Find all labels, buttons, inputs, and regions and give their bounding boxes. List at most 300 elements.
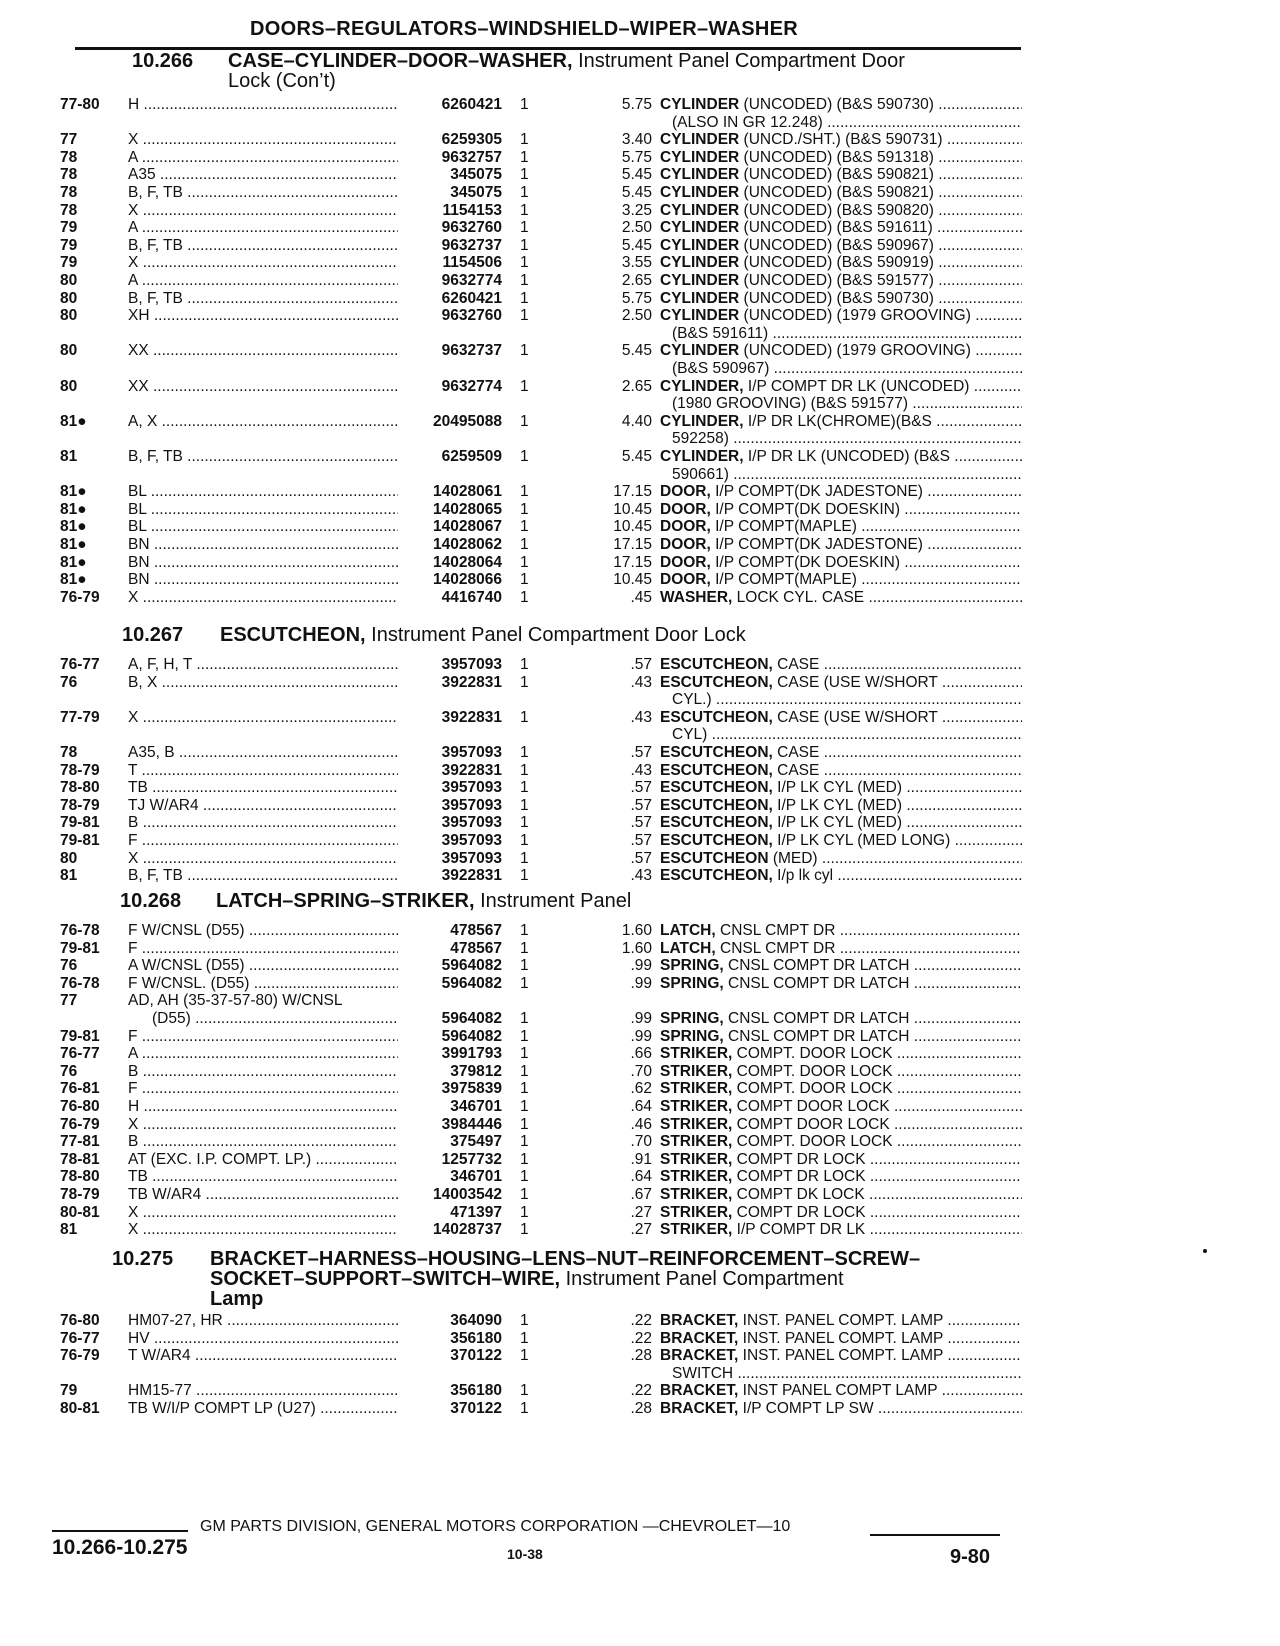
table-row <box>0 1221 1280 1239</box>
model-code: A, F, H, T ..... <box>128 656 398 674</box>
part-detail: COMPT. DOOR LOCK <box>732 1062 893 1080</box>
quantity: 1 <box>520 656 529 673</box>
table-row <box>0 656 1280 674</box>
model-code: F W/CNSL. (D55) ..... <box>128 975 398 993</box>
list-price: .43 <box>630 761 652 779</box>
part-description <box>660 554 1022 572</box>
table-row <box>0 518 1280 536</box>
part-number: 5964082 <box>438 975 502 993</box>
year-range: 76 <box>60 1062 78 1080</box>
model-code: BL ..... <box>128 501 398 519</box>
quantity: 1 <box>520 1382 529 1400</box>
year-range: 79 <box>60 236 78 254</box>
table-row <box>0 1063 1280 1081</box>
part-description <box>660 254 1022 272</box>
table-row <box>0 744 1280 762</box>
quantity: 1 <box>520 796 529 814</box>
year-range: 81● <box>60 500 87 518</box>
part-number: 6259305 <box>438 131 502 149</box>
part-number: 370122 <box>446 1347 502 1365</box>
year-range: 77 <box>60 131 78 149</box>
part-name: ESCUTCHEON, <box>660 832 773 849</box>
list-price: .22 <box>630 1312 652 1329</box>
part-name: BRACKET, <box>660 1312 739 1329</box>
description-continuation: (1980 GROOVING) (B&S 591577) ..... <box>672 395 1022 413</box>
list-price: .28 <box>630 1347 652 1365</box>
quantity: 1 <box>520 1062 529 1080</box>
list-price: .27 <box>630 1221 652 1239</box>
part-name: CYLINDER <box>660 96 740 113</box>
part-detail: CNSL CMPT DR <box>715 939 836 957</box>
part-description <box>660 219 1022 237</box>
model-code: X ..... <box>128 254 398 272</box>
part-detail: CASE <box>772 761 820 779</box>
quantity: 1 <box>520 673 529 691</box>
part-number: 3957093 <box>438 744 502 762</box>
part-number: 345075 <box>446 166 502 184</box>
year-range: 76-78 <box>60 922 100 939</box>
quantity: 1 <box>520 342 529 360</box>
table-row <box>0 814 1280 832</box>
group-title <box>210 1249 920 1309</box>
list-price: 10.45 <box>613 500 652 518</box>
model-code: TB ..... <box>128 1168 398 1186</box>
year-range: 76-77 <box>60 1045 100 1063</box>
part-number: 14028737 <box>429 1221 502 1239</box>
part-description <box>660 237 1022 255</box>
part-name: ESCUTCHEON, <box>660 673 773 691</box>
list-price: .67 <box>630 1186 652 1203</box>
part-number: 6260421 <box>438 96 502 114</box>
quantity: 1 <box>520 518 529 536</box>
part-description <box>660 779 1022 797</box>
table-row <box>0 1133 1280 1151</box>
part-number: 3957093 <box>438 850 502 868</box>
model-code: T W/AR4 ..... <box>128 1347 398 1365</box>
list-price: .46 <box>630 1115 652 1133</box>
quantity: 1 <box>520 1045 529 1063</box>
part-detail: CNSL COMPT DR LATCH <box>723 1027 910 1045</box>
list-price: .64 <box>630 1168 652 1186</box>
part-description <box>660 814 1022 832</box>
part-name: CYLINDER <box>660 236 740 254</box>
part-description <box>660 975 1022 993</box>
table-row <box>0 219 1280 237</box>
year-range: 78-80 <box>60 779 100 797</box>
quantity: 1 <box>520 254 529 272</box>
model-code: H ..... <box>128 1098 398 1116</box>
part-detail: COMPT DK LOCK <box>732 1186 865 1203</box>
part-description <box>660 149 1022 167</box>
part-description <box>660 1221 1022 1239</box>
part-name: STRIKER, <box>660 1203 733 1221</box>
quantity: 1 <box>520 1150 529 1168</box>
model-code: X ..... <box>128 1116 398 1134</box>
part-number: 5964082 <box>438 1028 502 1046</box>
model-code: A W/CNSL (D55) ..... <box>128 957 398 975</box>
quantity: 1 <box>520 166 529 184</box>
quantity: 1 <box>520 236 529 254</box>
part-description <box>660 1063 1022 1081</box>
quantity: 1 <box>520 1329 529 1347</box>
year-range: 79 <box>60 1382 78 1400</box>
part-name: ESCUTCHEON, <box>660 761 773 779</box>
quantity: 1 <box>520 289 529 307</box>
part-number: 14028061 <box>429 483 502 501</box>
part-number: 6260421 <box>438 290 502 308</box>
model-code: X ..... <box>128 850 398 868</box>
part-name: SPRING, <box>660 974 724 992</box>
list-price: .57 <box>630 849 652 867</box>
part-detail: (UNCODED) (B&S 590967) <box>739 236 934 254</box>
year-range: 78-79 <box>60 796 100 814</box>
part-number: 14028065 <box>429 501 502 519</box>
part-detail: I/p lk cyl <box>772 867 834 885</box>
table-row <box>0 483 1280 501</box>
part-description <box>660 483 1022 501</box>
part-detail: COMPT DOOR LOCK <box>732 1115 890 1133</box>
table-row <box>0 307 1280 325</box>
quantity: 1 <box>520 536 529 553</box>
table-row <box>0 166 1280 184</box>
table-row <box>0 571 1280 589</box>
part-name: CYLINDER <box>660 289 740 307</box>
part-name: BRACKET, <box>660 1400 739 1417</box>
list-price: .57 <box>630 744 652 761</box>
list-price: .57 <box>630 796 652 814</box>
part-description <box>660 1382 1022 1400</box>
part-number: 3922831 <box>438 674 502 692</box>
quantity: 1 <box>520 219 529 237</box>
quantity: 1 <box>520 1400 529 1417</box>
table-row <box>0 1168 1280 1186</box>
part-name: STRIKER, <box>660 1062 733 1080</box>
quantity: 1 <box>520 448 529 465</box>
year-range: 80 <box>60 307 78 325</box>
part-detail: (UNCODED) (B&S 590821) <box>739 166 934 184</box>
year-range: 80-81 <box>60 1203 100 1221</box>
part-name: CYLINDER <box>660 148 740 166</box>
year-range: 80 <box>60 342 78 360</box>
part-description <box>660 96 1022 114</box>
part-detail: I/P COMPT DR LK (UNCODED) <box>743 377 970 395</box>
list-price: 5.45 <box>621 236 652 254</box>
group-number: 10.267 <box>122 624 184 646</box>
table-row <box>0 797 1280 815</box>
year-range: 76-79 <box>60 588 100 606</box>
part-detail: I/P COMPT(MAPLE) <box>710 518 857 536</box>
year-range: 80-81 <box>60 1400 100 1417</box>
part-description <box>660 656 1022 674</box>
part-number: 3922831 <box>438 762 502 780</box>
table-row <box>0 554 1280 572</box>
part-description <box>660 202 1022 220</box>
list-price: 2.65 <box>621 272 652 289</box>
year-range: 81 <box>60 448 78 465</box>
description-continuation: (B&S 591611) ..... <box>672 325 1022 343</box>
quantity: 1 <box>520 1203 529 1221</box>
table-row <box>0 237 1280 255</box>
model-code: BN ..... <box>128 536 398 554</box>
list-price: 5.45 <box>621 342 652 360</box>
list-price: .70 <box>630 1062 652 1080</box>
part-detail: (UNCODED) (B&S 590821) <box>739 184 934 201</box>
part-description <box>660 709 1022 727</box>
part-description <box>660 272 1022 290</box>
part-detail: I/P COMPT DR LK <box>732 1221 866 1239</box>
table-row <box>0 709 1280 727</box>
list-price: .99 <box>630 1027 652 1045</box>
part-detail: (UNCD./SHT.) (B&S 590731) <box>739 131 943 149</box>
table-row <box>0 1080 1280 1098</box>
model-code: AD, AH (35-37-57-80) W/CNSL <box>128 992 343 1010</box>
year-range: 81● <box>60 483 87 501</box>
list-price: 3.40 <box>621 131 652 149</box>
model-code: T ..... <box>128 762 398 780</box>
table-row <box>0 272 1280 290</box>
part-number: 3957093 <box>438 832 502 850</box>
table-row <box>0 536 1280 554</box>
year-range: 78-80 <box>60 1168 100 1186</box>
year-range: 76-79 <box>60 1347 100 1365</box>
part-number: 5964082 <box>438 957 502 975</box>
part-detail: COMPT DR LOCK <box>732 1203 866 1221</box>
list-price: 5.75 <box>621 96 652 113</box>
part-detail: (UNCODED) (B&S 591318) <box>739 148 934 166</box>
list-price: 5.75 <box>621 148 652 166</box>
quantity: 1 <box>520 500 529 518</box>
quantity: 1 <box>520 849 529 867</box>
table-row <box>0 413 1280 431</box>
model-code: X ..... <box>128 131 398 149</box>
part-detail: I/P COMPT(DK JADESTONE) <box>710 483 923 501</box>
part-number: 9632757 <box>438 149 502 167</box>
year-range: 78-79 <box>60 1186 100 1203</box>
group-title-cont: Lock (Con’t) <box>228 70 336 92</box>
part-name: CYLINDER <box>660 201 740 219</box>
quantity: 1 <box>520 483 529 501</box>
table-row <box>0 184 1280 202</box>
part-description <box>660 342 1022 360</box>
year-range: 76-80 <box>60 1312 100 1329</box>
part-name: WASHER, <box>660 588 733 606</box>
year-range: 81● <box>60 571 87 589</box>
year-range: 79-81 <box>60 832 100 849</box>
part-detail: I/P COMPT(MAPLE) <box>710 571 857 589</box>
part-detail: (UNCODED) (1979 GROOVING) <box>739 307 971 325</box>
part-number: 3975839 <box>438 1080 502 1098</box>
table-row <box>0 762 1280 780</box>
part-name: LATCH, <box>660 922 716 939</box>
model-code: TB ..... <box>128 779 398 797</box>
model-code: F ..... <box>128 940 398 958</box>
part-name: STRIKER, <box>660 1115 733 1133</box>
quantity: 1 <box>520 1221 529 1239</box>
list-price: 5.75 <box>621 289 652 307</box>
list-price: .57 <box>630 814 652 832</box>
part-description <box>660 184 1022 202</box>
group-title-main-cont: Lamp <box>210 1288 264 1310</box>
model-code: F ..... <box>128 1080 398 1098</box>
part-description <box>660 536 1022 554</box>
part-name: BRACKET, <box>660 1347 739 1365</box>
model-code: BL ..... <box>128 483 398 501</box>
part-number: 356180 <box>446 1330 502 1348</box>
part-name: ESCUTCHEON, <box>660 779 773 797</box>
table-row <box>0 922 1280 940</box>
part-number: 3922831 <box>438 709 502 727</box>
part-detail: I/P COMPT(DK DOESKIN) <box>710 553 900 571</box>
model-code: BN ..... <box>128 571 398 589</box>
part-description <box>660 1045 1022 1063</box>
year-range: 80 <box>60 289 78 307</box>
year-range: 76-78 <box>60 974 100 992</box>
quantity: 1 <box>520 974 529 992</box>
part-number: 1154506 <box>439 254 503 272</box>
list-price: .57 <box>630 779 652 797</box>
table-row <box>0 501 1280 519</box>
part-description <box>660 413 1022 431</box>
year-range: 79 <box>60 254 78 272</box>
part-number: 14028064 <box>429 554 502 572</box>
part-detail: COMPT DOOR LOCK <box>732 1098 890 1115</box>
year-range: 81 <box>60 867 78 885</box>
part-description <box>660 166 1022 184</box>
part-number: 3991793 <box>438 1045 502 1063</box>
part-number: 20495088 <box>429 413 502 431</box>
part-detail: (MED) <box>768 849 818 867</box>
part-detail: I/P COMPT LP SW <box>738 1400 874 1417</box>
part-name: DOOR, <box>660 536 711 553</box>
model-code: BN ..... <box>128 554 398 572</box>
model-code: XX ..... <box>128 378 398 396</box>
list-price: 17.15 <box>613 536 652 553</box>
year-range: 76-79 <box>60 1115 100 1133</box>
part-description <box>660 867 1022 885</box>
quantity: 1 <box>520 1080 529 1098</box>
part-name: CYLINDER <box>660 254 740 272</box>
quantity: 1 <box>520 939 529 957</box>
group-title-sub: Instrument Panel <box>474 890 632 912</box>
page-title: DOORS–REGULATORS–WINDSHIELD–WIPER–WASHER <box>250 18 798 40</box>
year-range: 81● <box>60 536 87 553</box>
part-description <box>660 501 1022 519</box>
part-name: CYLINDER, <box>660 377 744 395</box>
part-description <box>660 957 1022 975</box>
part-name: CYLINDER <box>660 219 740 237</box>
part-description <box>660 744 1022 762</box>
part-name: BRACKET, <box>660 1382 739 1400</box>
model-code: TB W/I/P COMPT LP (U27) ..... <box>128 1400 398 1418</box>
part-number: 471397 <box>446 1204 502 1222</box>
table-row <box>0 975 1280 993</box>
part-name: ESCUTCHEON, <box>660 867 773 885</box>
part-detail: COMPT. DOOR LOCK <box>732 1080 893 1098</box>
part-name: SPRING, <box>660 957 724 975</box>
year-range: 78-79 <box>60 761 100 779</box>
part-description <box>660 1186 1022 1204</box>
part-name: DOOR, <box>660 571 711 589</box>
year-range: 78 <box>60 148 78 166</box>
quantity: 1 <box>520 1186 529 1203</box>
model-code: TJ W/AR4 ..... <box>128 797 398 815</box>
part-name: CYLINDER, <box>660 448 744 465</box>
quantity: 1 <box>520 922 529 939</box>
part-description <box>660 1347 1022 1365</box>
description-continuation: CYL.) ..... <box>672 691 1022 709</box>
part-name: STRIKER, <box>660 1098 733 1115</box>
part-description <box>660 674 1022 692</box>
part-number: 3957093 <box>438 779 502 797</box>
model-code: A35, B ..... <box>128 744 398 762</box>
part-number: 9632737 <box>438 237 502 255</box>
quantity: 1 <box>520 272 529 289</box>
part-number: 3922831 <box>438 867 502 885</box>
part-number: 3957093 <box>438 797 502 815</box>
part-detail: I/P COMPT(DK JADESTONE) <box>710 536 923 553</box>
part-description <box>660 940 1022 958</box>
year-range: 78 <box>60 201 78 219</box>
part-name: SPRING, <box>660 1027 724 1045</box>
group-number: 10.268 <box>120 890 182 912</box>
footer-publisher: GM PARTS DIVISION, GENERAL MOTORS CORPORATION —CHEVROLET—10 <box>200 1518 791 1535</box>
quantity: 1 <box>520 1133 529 1151</box>
part-detail: CNSL CMPT DR <box>715 922 836 939</box>
model-code: F ..... <box>128 1028 398 1046</box>
list-price: 3.55 <box>621 254 652 272</box>
table-row <box>0 1098 1280 1116</box>
part-number: 345075 <box>446 184 502 202</box>
model-code: B, F, TB ..... <box>128 237 398 255</box>
part-name: CYLINDER <box>660 342 740 360</box>
part-number: 6259509 <box>438 448 502 466</box>
part-description <box>660 1400 1022 1418</box>
part-detail: I/P COMPT(DK DOESKIN) <box>710 500 900 518</box>
part-number: 5964082 <box>438 1010 502 1028</box>
list-price: .70 <box>630 1133 652 1151</box>
part-description <box>660 1168 1022 1186</box>
description-continuation: CYL) ..... <box>672 726 1022 744</box>
quantity: 1 <box>520 814 529 832</box>
list-price: .99 <box>630 974 652 992</box>
part-detail: (UNCODED) (B&S 590730) <box>739 289 934 307</box>
quantity: 1 <box>520 588 529 606</box>
model-code: H ..... <box>128 96 398 114</box>
table-row <box>0 149 1280 167</box>
part-detail: (UNCODED) (B&S 590919) <box>739 254 934 272</box>
description-continuation: (B&S 590967) ..... <box>672 360 1022 378</box>
part-name: DOOR, <box>660 518 711 536</box>
part-number: 379812 <box>446 1063 502 1081</box>
part-description <box>660 1133 1022 1151</box>
quantity: 1 <box>520 1347 529 1365</box>
part-detail: COMPT. DOOR LOCK <box>732 1133 893 1151</box>
list-price: .57 <box>630 656 652 673</box>
part-description <box>660 762 1022 780</box>
part-name: ESCUTCHEON, <box>660 744 773 761</box>
year-range: 81● <box>60 553 87 571</box>
model-code: F ..... <box>128 832 398 850</box>
group-number: 10.266 <box>132 50 194 72</box>
table-row <box>0 1028 1280 1046</box>
part-name: STRIKER, <box>660 1150 733 1168</box>
model-code: X ..... <box>128 1204 398 1222</box>
part-number: 9632760 <box>438 219 502 237</box>
footer-page-number: 10-38 <box>507 1546 543 1562</box>
group-number: 10.275 <box>112 1248 174 1270</box>
table-row <box>0 448 1280 466</box>
part-name: ESCUTCHEON, <box>660 708 773 726</box>
